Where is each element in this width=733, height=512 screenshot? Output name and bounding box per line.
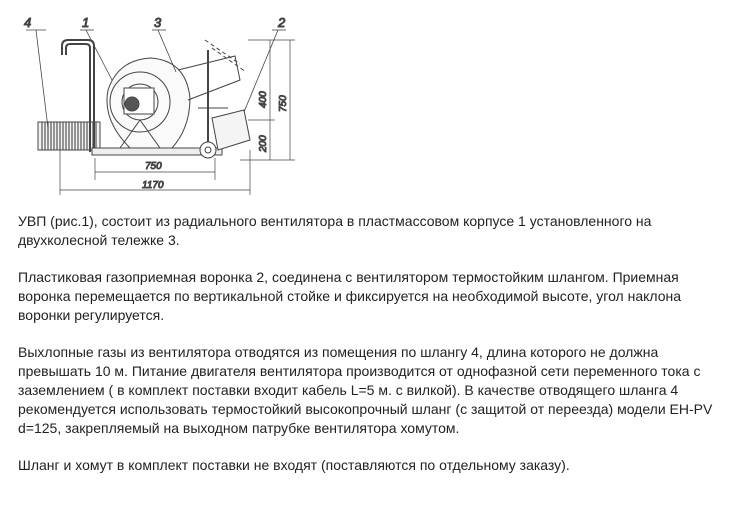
paragraph-4: Шланг и хомут в комплект поставки не входят (поставляются по отдельному заказу). (18, 457, 570, 473)
callout-1: 1 (82, 15, 90, 30)
callout-3: 3 (154, 15, 162, 30)
funnel-stand (198, 50, 250, 158)
dim-400: 400 (258, 91, 269, 108)
paragraph-3: Выхлопные газы из вентилятора отводятся из помещения по шлангу 4, длина которого не должна превышать 10 м. Питание двигателя вентилятора производится от однофазной сети переменного тока с заземлением ( в комплект поставки входит кабель L=5 м. с вилкой). В качестве отводящего шланга 4 рекомендуется использовать термостойкий высокопрочный шланг (с защитой от переезда) модели EH-PV d=125, закрепляемый на выходном патрубке вентилятора хомутом. (18, 344, 713, 436)
paragraph-1: УВП (рис.1), состоит из радиального вентилятора в пластмассовом корпусе 1 установленного на двухколесной тележке 3. (18, 213, 652, 248)
dim-750: 750 (145, 161, 162, 172)
dim-200: 200 (258, 135, 269, 152)
callout-2: 2 (278, 15, 286, 30)
paragraph-2: Пластиковая газоприемная воронка 2, соединена с вентилятором термостойким шлангом. Приемная воронка перемещается по вертикальной стойке и фиксируется на необходимой высоте, угол наклона воронки регулируется. (18, 269, 682, 323)
callout-4: 4 (24, 15, 32, 30)
dim-1170: 1170 (142, 180, 164, 191)
technical-drawing (0, 0, 733, 200)
description-text (18, 212, 718, 493)
dim-750-vertical: 750 (278, 95, 289, 112)
